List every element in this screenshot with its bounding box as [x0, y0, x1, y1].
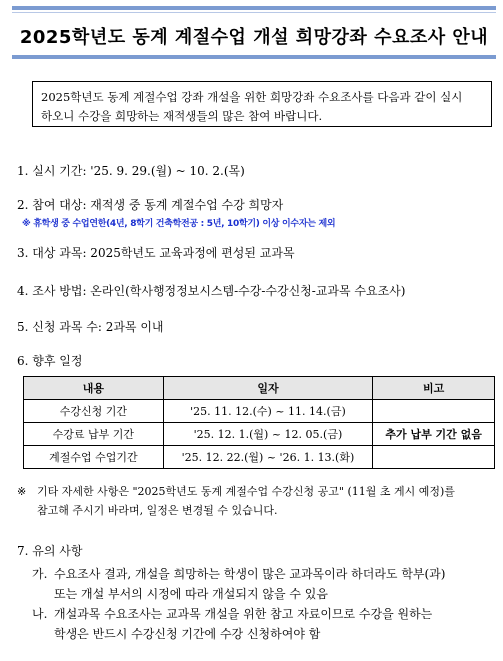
row-remark [373, 400, 495, 423]
table-row [24, 423, 495, 446]
intro-line-1: 2025학년도 동계 계절수업 강좌 개설을 위한 희망강좌 수요조사를 다음과 같이 실시 [41, 90, 463, 104]
note-a [32, 564, 497, 604]
title-rule-bottom [12, 55, 496, 59]
intro-box [32, 81, 492, 127]
notes-heading: 7. 유의 사항 [17, 544, 83, 558]
note-b-line-2: 학생은 반드시 수강신청 기간에 수강 신청하여야 함 [54, 627, 321, 641]
item-subjects: 3. 대상 과목: 2025학년도 교육과정에 편성된 교과목 [17, 246, 295, 260]
remark-block [17, 482, 495, 520]
header-date: 일자 [163, 377, 373, 400]
note-b [32, 604, 497, 644]
header-remark: 비고 [373, 377, 495, 400]
remark-line-1: 기타 자세한 사항은 "2025학년도 동계 계절수업 수강신청 공고" (11월 초 게시 예정)를 [37, 485, 455, 498]
item-schedule-heading: 6. 향후 일정 [17, 354, 83, 368]
row-date: '25. 12. 1.(월) ~ 12. 05.(금) [163, 423, 373, 446]
item-count: 5. 신청 과목 수: 2과목 이내 [17, 320, 164, 334]
page-title: 2025학년도 동계 계절수업 개설 희망강좌 수요조사 안내 [19, 27, 489, 48]
note-a-line-1: 수요조사 결과, 개설을 희망하는 학생이 많은 교과목이라 하더라도 학부(과) [54, 567, 446, 581]
row-remark: 추가 납부 기간 없음 [373, 423, 495, 446]
row-content: 수강료 납부 기간 [24, 423, 164, 446]
intro-line-2: 하오니 수강을 희망하는 재적생들의 많은 참여 바랍니다. [41, 109, 323, 123]
header-content: 내용 [24, 377, 164, 400]
row-date: '25. 11. 12.(수) ~ 11. 14.(금) [163, 400, 373, 423]
table-row [24, 446, 495, 469]
note-a-label: 가. [32, 567, 48, 581]
title-rule-top [12, 6, 496, 10]
row-content: 수강신청 기간 [24, 400, 164, 423]
item-period: 1. 실시 기간: '25. 9. 29.(월) ~ 10. 2.(목) [17, 164, 245, 178]
item-target: 2. 참여 대상: 재적생 중 동계 계절수업 수강 희망자 [17, 198, 284, 212]
title-banner [12, 6, 496, 59]
note-b-label: 나. [32, 607, 48, 621]
target-note: ※ 휴학생 중 수업연한(4년, 8학기 건축학전공 : 5년, 10학기) 이상 이수자는 제외 [22, 219, 336, 229]
table-row [24, 400, 495, 423]
row-date: '25. 12. 22.(월) ~ '26. 1. 13.(화) [163, 446, 373, 469]
remark-mark: ※ [17, 485, 27, 498]
note-b-line-1: 개설과목 수요조사는 교과목 개설을 위한 참고 자료이므로 수강을 원하는 [54, 607, 433, 621]
row-remark [373, 446, 495, 469]
table-header-row [24, 377, 495, 400]
row-content: 계절수업 수업기간 [24, 446, 164, 469]
note-a-line-2: 또는 개설 부서의 시정에 따라 개설되지 않을 수 있음 [54, 587, 328, 601]
remark-line-2: 참고해 주시기 바라며, 일정은 변경될 수 있습니다. [37, 504, 278, 517]
item-method: 4. 조사 방법: 온라인(학사행정정보시스템-수강-수강신청-교과목 수요조사) [17, 284, 406, 298]
schedule-table [23, 376, 495, 469]
